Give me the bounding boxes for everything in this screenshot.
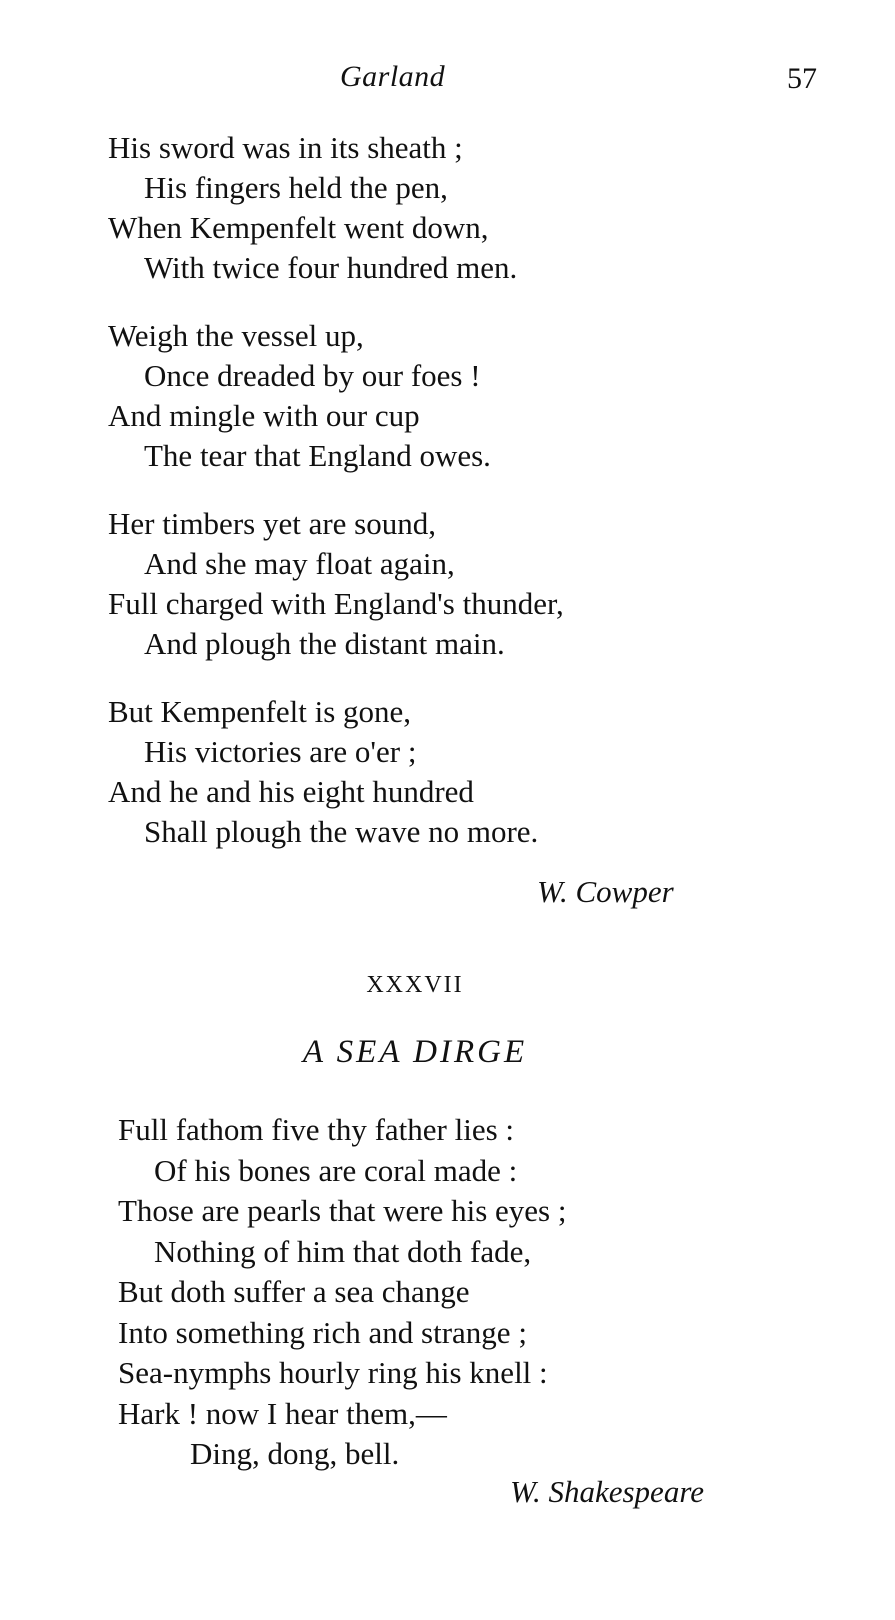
poem-line: Shall plough the wave no more. [144, 814, 539, 849]
poem-line: Into something rich and strange ; [118, 1314, 527, 1350]
poem-line: His sword was in its sheath ; [108, 130, 463, 165]
section-number: XXXVII [366, 972, 464, 998]
stanza-1 [108, 128, 564, 288]
poem-cowper [108, 128, 564, 880]
poem-line: Ding, dong, bell. [190, 1436, 400, 1471]
attribution-shakespeare: W. Shakespeare [510, 1474, 704, 1509]
poem-line: His victories are o'er ; [144, 734, 417, 769]
stanza-4 [108, 692, 564, 852]
running-title: Garland [340, 60, 446, 93]
attribution-cowper: W. Cowper [537, 874, 674, 909]
poem-line: But doth suffer a sea change [118, 1274, 470, 1309]
page-number: 57 [787, 62, 817, 95]
poem-line: With twice four hundred men. [144, 250, 518, 285]
poem-line: Of his bones are coral made : [154, 1152, 518, 1188]
poem-line: Weigh the vessel up, [108, 318, 364, 353]
poem-line: And plough the distant main. [144, 626, 505, 661]
poem-line: Those are pearls that were his eyes ; [118, 1193, 567, 1228]
poem-line: And he and his eight hundred [108, 774, 474, 809]
poem-title: A SEA DIRGE [302, 1034, 528, 1070]
poem-line: Sea-nymphs hourly ring his knell : [118, 1355, 548, 1390]
poem-line: And she may float again, [144, 546, 455, 581]
stanza-3 [108, 504, 564, 664]
poem-line: When Kempenfelt went down, [108, 210, 489, 245]
poem-line: Full fathom five thy father lies : [118, 1112, 515, 1147]
poem-line: Full charged with England's thunder, [108, 586, 564, 621]
poem-line: Hark ! now I hear them,— [118, 1395, 447, 1431]
poem-line: But Kempenfelt is gone, [108, 694, 412, 729]
poem-line: Her timbers yet are sound, [108, 506, 436, 541]
poem-line: And mingle with our cup [108, 398, 420, 433]
stanza-2 [108, 316, 564, 476]
poem-line: His fingers held the pen, [144, 170, 448, 205]
poem-line: The tear that England owes. [144, 438, 491, 473]
poem-line: Nothing of him that doth fade, [154, 1233, 532, 1269]
poem-sea-dirge [118, 1110, 566, 1475]
poem-line: Once dreaded by our foes ! [144, 358, 481, 393]
